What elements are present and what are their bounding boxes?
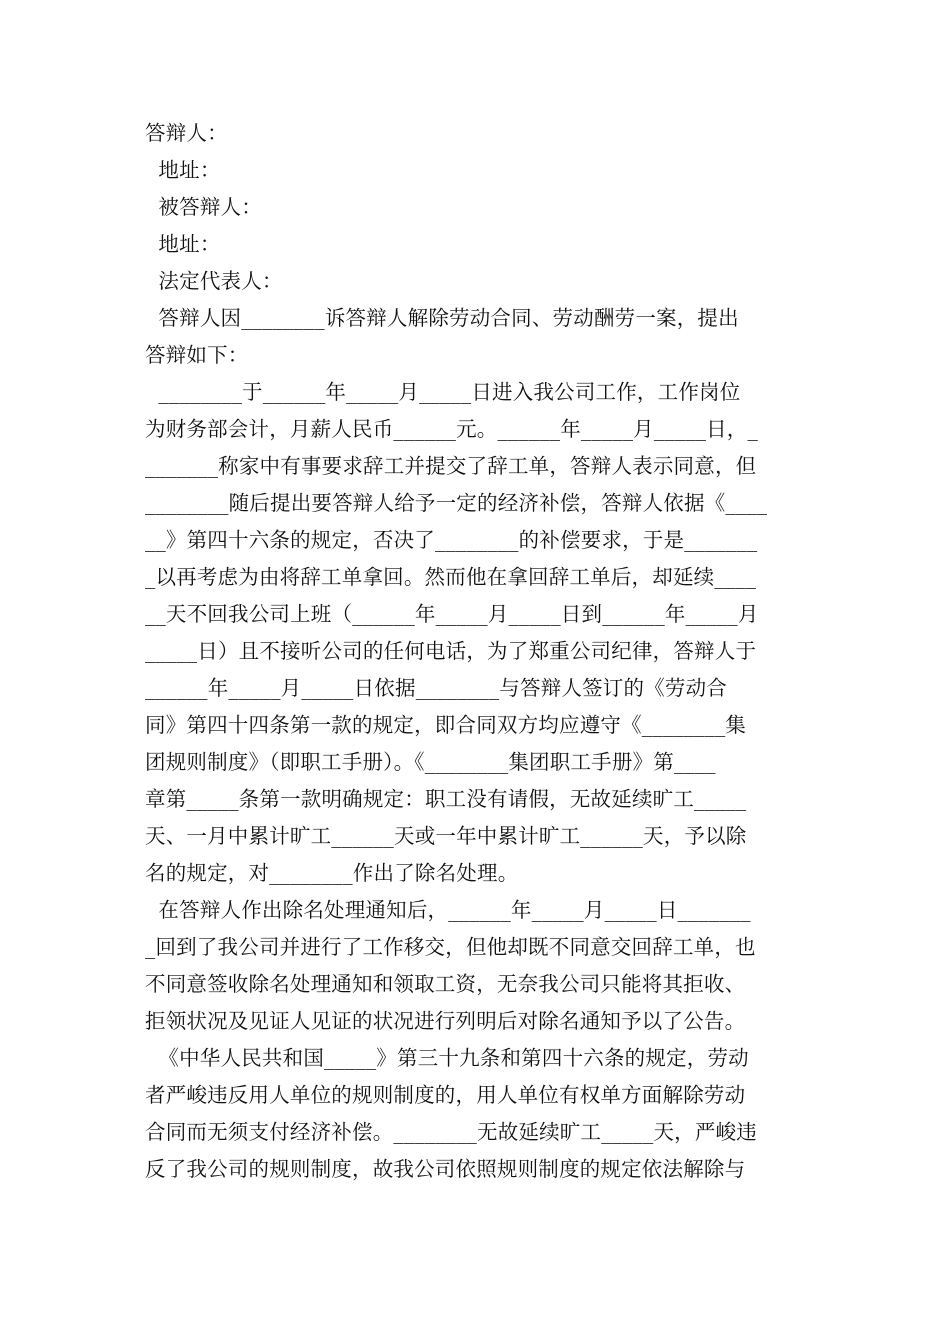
respondent-label: 答辩人： (145, 121, 228, 145)
body-line: 名的规定，对________作出了除名处理。 (145, 861, 519, 885)
body-line: 同》第四十四条第一款的规定，即合同双方均应遵守《________集 (145, 713, 747, 737)
body-line: __》第四十六条的规定，否决了________的补偿要求，于是_______ (145, 528, 758, 552)
legal-representative-label: 法定代表人： (145, 269, 283, 293)
body-line: 者严峻违反用人单位的规则制度的，用人单位有权单方面解除劳动 (145, 1083, 746, 1107)
body-line: 拒领状况及见证人见证的状况进行列明后对除名通知予以了公告。 (145, 1009, 746, 1033)
body-line: _______称家中有事要求辞工并提交了辞工单，答辩人表示同意，但 (145, 454, 757, 478)
body-line: ________于______年_____月_____日进入我公司工作，工作岗位 (145, 380, 741, 404)
body-line: ________随后提出要答辩人给予一定的经济补偿，答辩人依据《____ (145, 491, 768, 515)
body-line: 合同而无须支付经济补偿。________无故延续旷工_____天，严峻违 (145, 1120, 757, 1144)
body-line: 答辩如下： (145, 343, 249, 367)
body-line: 天、一月中累计旷工______天或一年中累计旷工______天，予以除 (145, 824, 747, 848)
body-line: _回到了我公司并进行了工作移交，但他却既不同意交回辞工单，也 (145, 935, 756, 959)
body-line: 答辩人因________诉答辩人解除劳动合同、劳动酬劳一案，提出 (145, 306, 739, 330)
plaintiff-label: 被答辩人： (145, 195, 262, 219)
body-line: _____日）且不接听公司的任何电话，为了郑重公司纪律，答辩人于 (145, 639, 757, 663)
body-line: 章第_____条第一款明确规定：职工没有请假，无故延续旷工_____ (145, 787, 747, 811)
body-line: _以再考虑为由将辞工单拿回。然而他在拿回辞工单后，却延续____ (145, 565, 757, 589)
plaintiff-address-label: 地址： (145, 232, 221, 256)
body-line: 团规则制度》（即职工手册）。《________集团职工手册》第____ (145, 750, 716, 774)
body-line: 反了我公司的规则制度，故我公司依照规则制度的规定依法解除与 (145, 1157, 746, 1181)
body-line: __天不回我公司上班（______年_____月_____日到______年_____月 (145, 602, 759, 626)
body-line: 不同意签收除名处理通知和领取工资，无奈我公司只能将其拒收、 (145, 972, 746, 996)
document-body (145, 115, 805, 1188)
respondent-address-label: 地址： (145, 158, 221, 182)
body-line: ______年_____月_____日依据________与答辩人签订的《劳动合 (145, 676, 727, 700)
body-line: 在答辩人作出除名处理通知后，______年_____月_____日_______ (145, 898, 751, 922)
body-line: 《中华人民共和国_____》第三十九条和第四十六条的规定，劳动 (145, 1046, 749, 1070)
body-line: 为财务部会计，月薪人民币______元。______年_____月_____日，_ (145, 417, 758, 441)
